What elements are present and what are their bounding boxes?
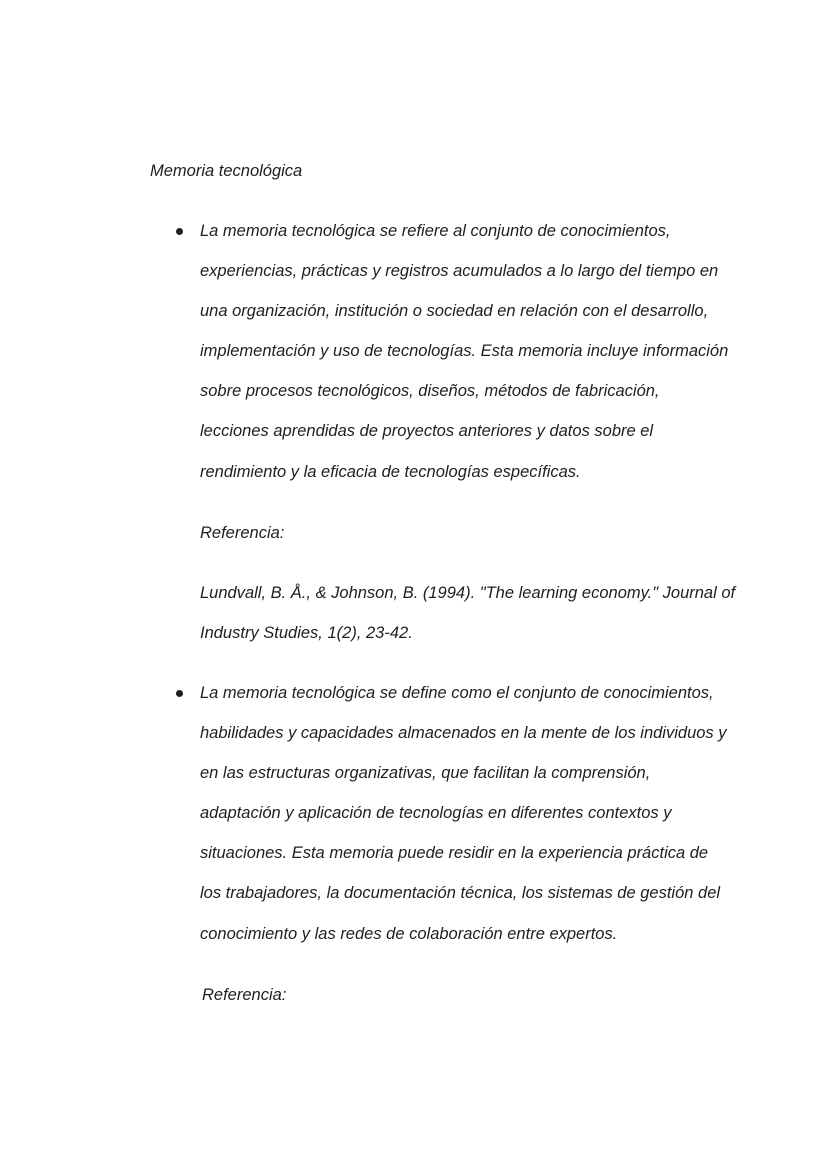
citation-line: Industry Studies, 1(2), 23-42. <box>200 624 413 642</box>
paragraph-line: situaciones. Esta memoria puede residir en la experiencia práctica de <box>200 844 709 863</box>
reference-label: Referencia: <box>202 986 287 1004</box>
paragraph-line: experiencias, prácticas y registros acumulados a lo largo del tiempo en <box>200 262 719 281</box>
paragraph-line: conocimiento y las redes de colaboración entre expertos. <box>200 924 618 943</box>
bullet-icon <box>176 228 183 235</box>
bullet-icon <box>176 690 183 697</box>
reference-label: Referencia: <box>200 524 285 542</box>
paragraph-line: habilidades y capacidades almacenados en la mente de los individuos y <box>200 724 727 743</box>
definition-paragraph <box>200 673 740 954</box>
paragraph-line: implementación y uso de tecnologías. Esta memoria incluye información <box>200 342 729 361</box>
paragraph-line: en las estructuras organizativas, que facilitan la comprensión, <box>200 764 651 783</box>
paragraph-line: La memoria tecnológica se define como el conjunto de conocimientos, <box>200 684 714 702</box>
reference-citation <box>200 573 735 653</box>
paragraph-line: lecciones aprendidas de proyectos anteriores y datos sobre el <box>200 422 654 441</box>
paragraph-line: una organización, institución o sociedad en relación con el desarrollo, <box>200 302 709 321</box>
citation-line: Lundvall, B. Å., & Johnson, B. (1994). "The learning economy." Journal of <box>200 584 736 602</box>
paragraph-line: adaptación y aplicación de tecnologías en diferentes contextos y <box>200 804 672 823</box>
paragraph-line: sobre procesos tecnológicos, diseños, métodos de fabricación, <box>200 382 660 401</box>
document-title: Memoria tecnológica <box>150 162 303 180</box>
paragraph-line: rendimiento y la eficacia de tecnologías específicas. <box>200 462 581 481</box>
definition-paragraph <box>200 211 740 492</box>
paragraph-line: los trabajadores, la documentación técnica, los sistemas de gestión del <box>200 884 721 903</box>
paragraph-line: La memoria tecnológica se refiere al conjunto de conocimientos, <box>200 222 671 240</box>
